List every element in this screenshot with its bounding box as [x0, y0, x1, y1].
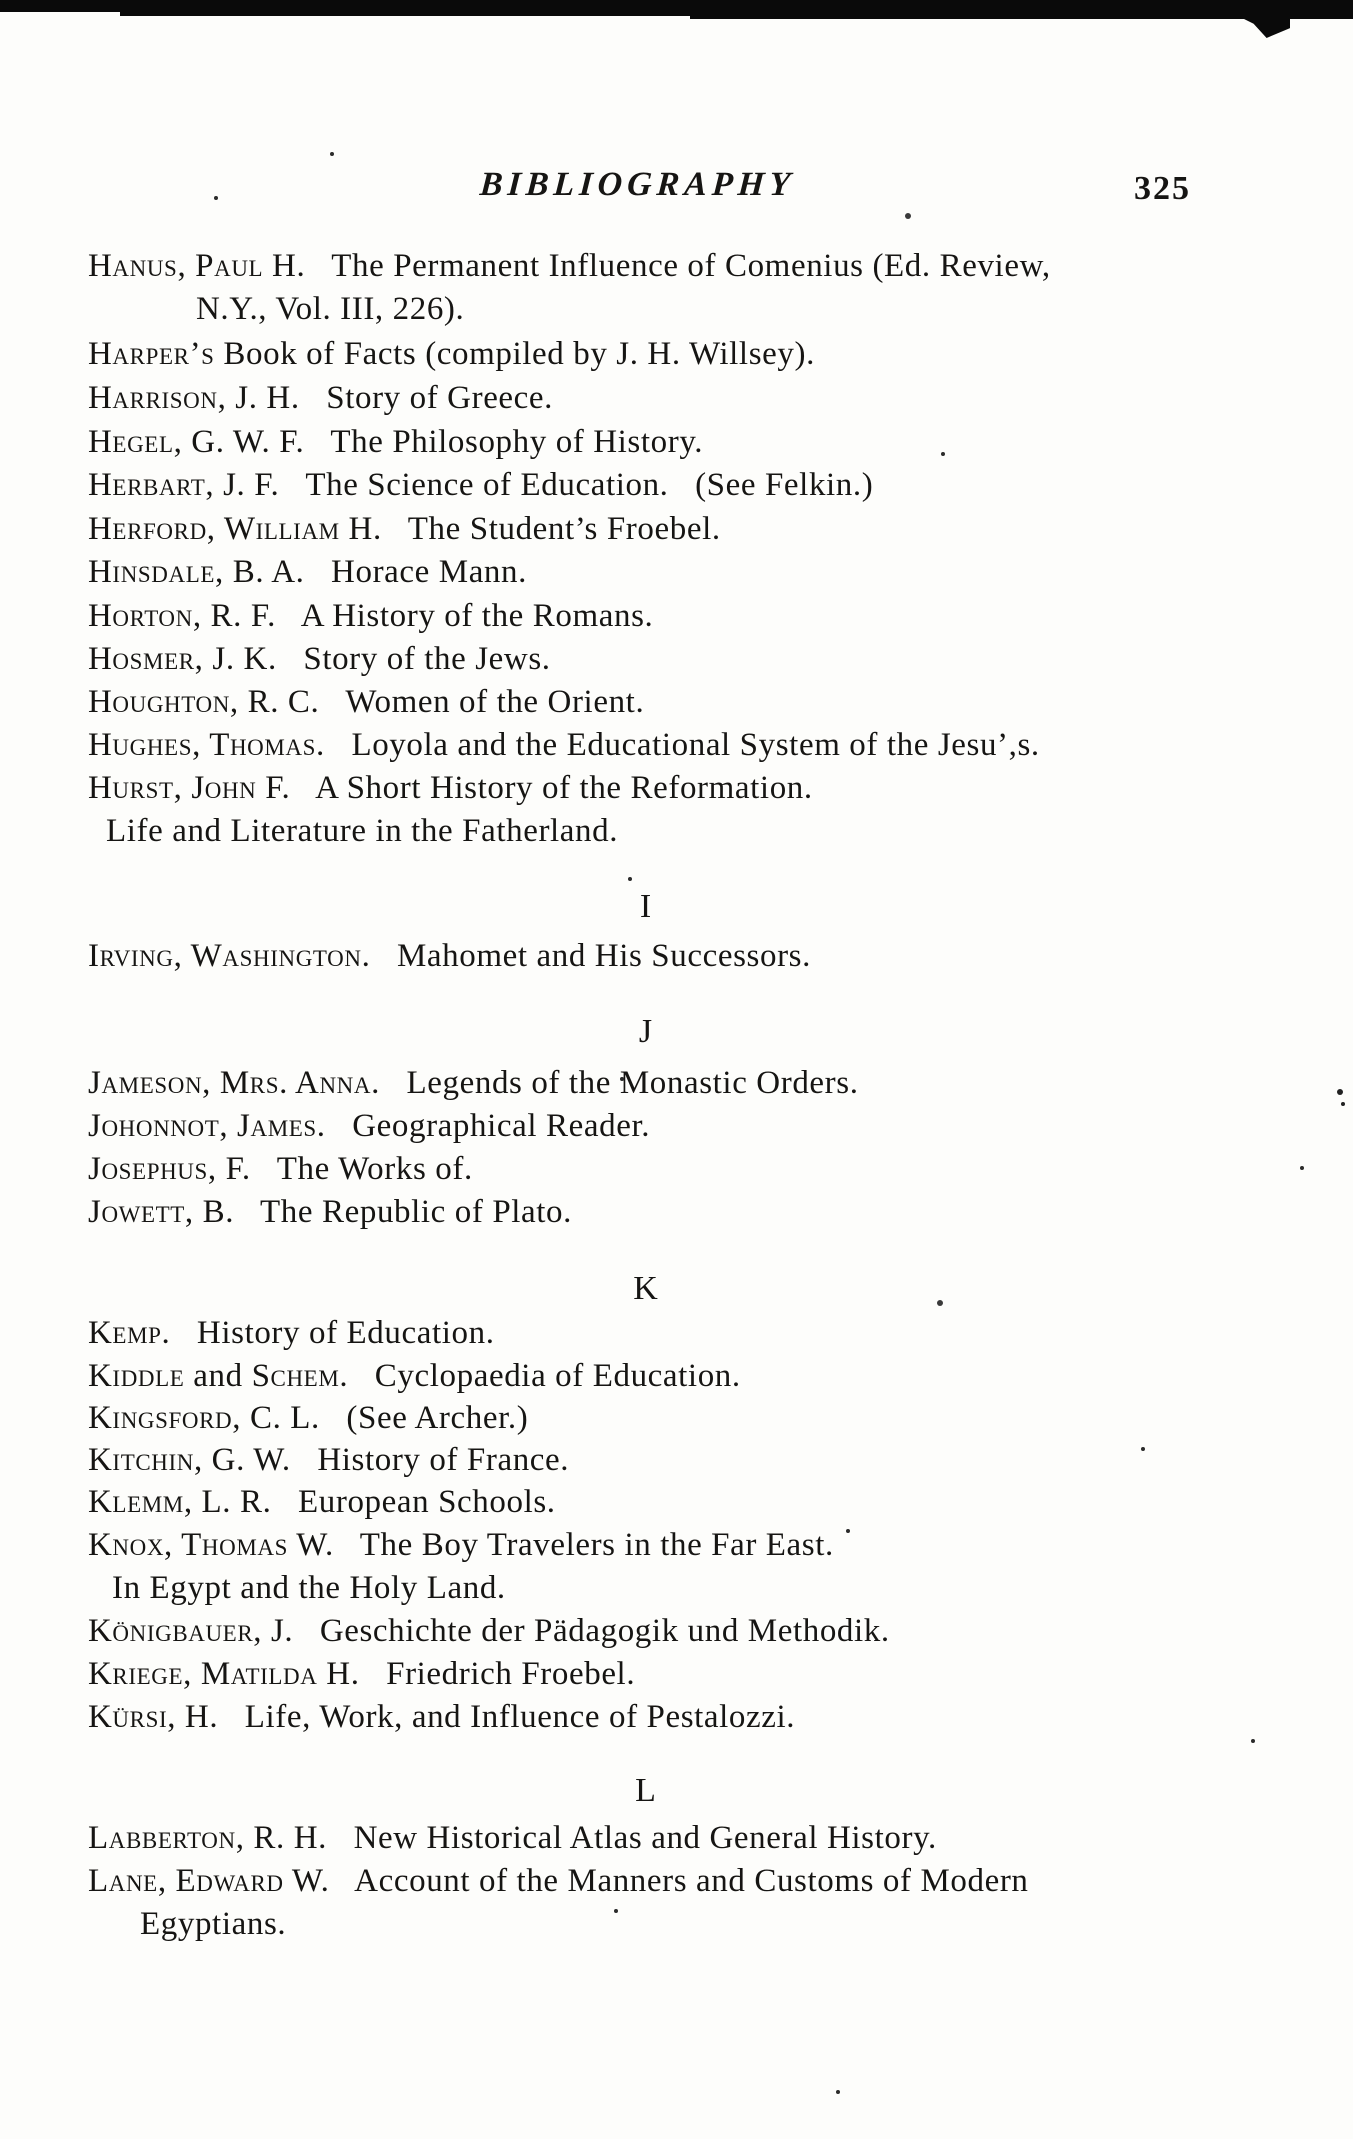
work-title-text: Geographical Reader.	[325, 1108, 651, 1144]
entry-line	[88, 511, 721, 548]
work-title-text: A History of the Romans.	[276, 598, 654, 634]
entry-line	[88, 1820, 937, 1857]
entry-line	[88, 1151, 473, 1188]
entry-line	[88, 1315, 495, 1352]
section-heading: K	[633, 1270, 659, 1307]
work-title-text: A Short History of the Reformation.	[290, 770, 813, 806]
entry-line	[88, 1699, 795, 1736]
entry-continuation-line	[140, 1906, 286, 1943]
author-name: Kemp.	[88, 1315, 171, 1351]
author-name: Kitchin, G. W.	[88, 1442, 291, 1478]
author-name: Hanus, Paul H.	[88, 248, 306, 284]
author-name: Jameson, Mrs. Anna.	[88, 1065, 380, 1101]
work-title-text: History of Education.	[170, 1315, 495, 1351]
work-title-text: and	[184, 1358, 252, 1394]
entry-line	[88, 336, 815, 373]
work-title-text: Mahomet and His Successors.	[370, 938, 811, 974]
work-title-text: The Republic of Plato.	[234, 1194, 573, 1230]
work-title-text: Life, Work, and Influence of Pestalozzi.	[218, 1699, 796, 1735]
author-name: Jowett, B.	[88, 1194, 235, 1230]
entry-line	[88, 424, 703, 461]
entry-line	[88, 1484, 556, 1521]
author-name: Irving, Washington.	[88, 938, 371, 974]
entry-line	[88, 938, 811, 975]
work-title-text: The Permanent Influence of Comenius (Ed. Review,	[305, 248, 1051, 284]
entry-line	[88, 380, 553, 417]
work-title-text: Horace Mann.	[304, 554, 527, 590]
work-title-text: The Works of.	[250, 1151, 473, 1187]
entry-line	[88, 1442, 569, 1479]
work-title-text: Book of Facts (compiled by J. H. Willsey).	[214, 336, 815, 372]
work-title-text: Geschichte der Pädagogik und Methodik.	[293, 1613, 890, 1649]
section-heading: L	[635, 1772, 657, 1809]
author-name: Houghton, R. C.	[88, 684, 320, 720]
author-name: Hurst, John F.	[88, 770, 291, 806]
entry-line	[88, 1400, 528, 1437]
work-title-text: Story of the Jews.	[276, 641, 551, 677]
entry-line	[88, 1108, 650, 1145]
work-title-text: N.Y., Vol. III, 226).	[196, 291, 465, 327]
work-title-text: Cyclopaedia of Education.	[348, 1358, 741, 1394]
author-name: Knox, Thomas W.	[88, 1527, 334, 1563]
page-number: 325	[1134, 170, 1191, 207]
author-name: Harrison, J. H.	[88, 380, 300, 416]
entry-line	[88, 1194, 572, 1231]
work-title-text: Women of the Orient.	[319, 684, 645, 720]
work-title-text: Account of the Manners and Customs of Modern	[329, 1863, 1029, 1899]
entry-line	[88, 1527, 834, 1564]
work-title-text: History of France.	[290, 1442, 570, 1478]
entry-line	[88, 684, 644, 721]
entry-line	[88, 770, 813, 807]
section-heading: J	[638, 1013, 654, 1050]
author-name: Josephus, F.	[88, 1151, 251, 1187]
author-name: Kingsford, C. L.	[88, 1400, 320, 1436]
entry-line	[88, 1358, 741, 1395]
work-title-text: The Science of Education. (See Felkin.)	[279, 467, 874, 503]
entry-line	[88, 598, 653, 635]
author-name: Harper’s	[88, 336, 215, 372]
author-name: Herford, William H.	[88, 511, 382, 547]
entry-line	[88, 554, 527, 591]
entry-line	[88, 1863, 1029, 1900]
page-title: BIBLIOGRAPHY	[478, 166, 797, 203]
work-title-text: Legends of the Monastic Orders.	[379, 1065, 859, 1101]
entry-line	[88, 1065, 859, 1102]
work-title-text: Loyola and the Educational System of the Jesu’,s.	[324, 727, 1040, 763]
entry-continuation-line	[196, 291, 464, 328]
work-title-text: The Boy Travelers in the Far East.	[333, 1527, 834, 1563]
author-name: Herbart, J. F.	[88, 467, 280, 503]
entry-continuation-line	[112, 1570, 506, 1607]
author-name: Schem.	[251, 1358, 349, 1394]
scan-noise-specks	[0, 0, 4, 4]
work-title-text: New Historical Atlas and General History.	[327, 1820, 937, 1856]
author-name: Horton, R. F.	[88, 598, 277, 634]
work-title-text: Life and Literature in the Fatherland.	[106, 813, 619, 849]
work-title-text: The Philosophy of History.	[304, 424, 704, 460]
author-name: Kürsi, H.	[88, 1699, 219, 1735]
author-name: Hosmer, J. K.	[88, 641, 277, 677]
work-title-text: The Student’s Froebel.	[381, 511, 721, 547]
work-title-text: In Egypt and the Holy Land.	[112, 1570, 506, 1606]
entry-line	[88, 727, 1040, 764]
work-title-text: Friedrich Froebel.	[359, 1656, 636, 1692]
author-name: Kiddle	[88, 1358, 185, 1394]
author-name: Labberton, R. H.	[88, 1820, 328, 1856]
author-name: Klemm, L. R.	[88, 1484, 272, 1520]
section-heading: I	[639, 888, 653, 925]
entry-line	[88, 1613, 890, 1650]
entry-line	[88, 1656, 635, 1693]
author-name: Lane, Edward W.	[88, 1863, 330, 1899]
author-name: Hegel, G. W. F.	[88, 424, 305, 460]
author-name: Königbauer, J.	[88, 1613, 294, 1649]
author-name: Hinsdale, B. A.	[88, 554, 305, 590]
entry-line	[88, 641, 551, 678]
work-title-text: European Schools.	[271, 1484, 556, 1520]
entry-line	[88, 467, 873, 504]
entry-continuation-line	[106, 813, 618, 850]
author-name: Kriege, Matilda H.	[88, 1656, 360, 1692]
author-name: Johonnot, James.	[88, 1108, 326, 1144]
author-name: Hughes, Thomas.	[88, 727, 325, 763]
work-title-text: (See Archer.)	[319, 1400, 529, 1436]
entry-line	[88, 248, 1051, 285]
work-title-text: Egyptians.	[140, 1906, 287, 1942]
work-title-text: Story of Greece.	[299, 380, 554, 416]
